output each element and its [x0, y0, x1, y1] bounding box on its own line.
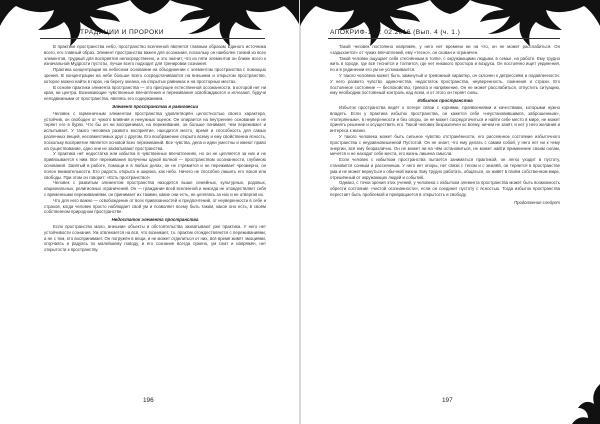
- paragraph: У такого человека может быть сильное чувство отстранённости, его рассеянное состояние избыточного пространства с неуравновешенной Пустотой. Он не знает, что ему делать с самим собой, у него нет ни к чему энергии, всё ему безразлично. Он не может ни на чём остановиться, не может найти применение своим силам, мечется и не находит себе места, его жизнь лишена смысла.: [330, 133, 560, 157]
- continued-note: Продолжение следует: [514, 199, 560, 205]
- page-number: 197: [442, 397, 453, 404]
- body-text: [44, 44, 266, 253]
- paragraph: Человек с развитым элементом пространства находится выше семейных, культурных, родовых, национальных, религиозных ограничений. Он — гражданин всей вселенной и никогда не отождествляет себя с временными переживаниями, он принимает их такими, какие они есть, не цепляясь за них и не отвергая их.: [44, 180, 266, 197]
- paragraph: В практике пространства небо, пространство вселенной является главным образом Единого источника всего, его главный образ. Элемент пространства важен для осознания, поскольку он наиболее тонкий из всех элементов, трудный для восприятия непосредственно, и это значит, что из пяти элементов он ближе всего к изначальной Мудрости пустоты, лучше всего подходит для тренировки сознания.: [44, 44, 266, 67]
- header-rule: [40, 38, 265, 39]
- right-page: [300, 0, 600, 424]
- section-heading: Избыток пространства: [417, 98, 473, 104]
- running-head: АПОКРИФ-100: 02.2016 (Вып. 4 (ч. 1.): [330, 29, 461, 36]
- paragraph: Практика концентрации на небесном основании на объединении с элементом пространства с помощью зрения. В концентрации на небе больше всего сосредотачиваются на внешнем и открытом пространстве, которое можно найти в горах, на берегу океана, на открытых равнинах и на просторных местах.: [44, 67, 266, 84]
- header-rule: [328, 38, 560, 39]
- paragraph: Если человек с избытком пространства пытается заниматься практикой, он легко уходит в пустоту, становится сонным и рассеянным. У него нет опоры, нет связи с телом и с землёй, он теряется в пространстве ума и не может вернуться к обычной жизни. Ему трудно работать, общаться, он живёт в своём собственном мире, отрешённый от окружающих людей и событий.: [330, 157, 560, 180]
- paragraph: Однако, с точки зрения этих учений, у человека с избытком элемента пространства может быть возможность обрести состояние «чистой осознанности», если он соединит пустоту с ясностью. Тогда избыток пространства перестаёт быть проблемой и превращается в открытость и свободу.: [330, 180, 560, 197]
- page-number: 196: [143, 397, 154, 404]
- paragraph: Что для него важно — освобождение от всех привязанностей и предпочтений, от неуверенности в себе и страхов, когда человек просто наблюдает свой ум и позволяет всему быть таким, какое оно есть, в своём собственном природном пространстве.: [44, 197, 266, 215]
- section-heading: Элемент пространства в равновесии: [111, 103, 199, 109]
- paragraph: В основе практики элемента пространства — это присущее естественной осознанности, в которой нет ни края, ни центра. Возникающие чувственные впечатления и переживания освобождаются и исчезают, будучи неподвижными от пространства, являясь его содержанием.: [44, 84, 266, 102]
- paragraph: Такой человек постоянно напряжён, у него нет времени ни на что, он не может расслабиться. Он «задыхается» от чужих впечатлений, ему «тесно», он скован и ограничен.: [330, 44, 560, 55]
- running-head: ТРАДИЦИИ И ПРОРОКИ: [80, 29, 164, 36]
- tribal-ornament-bottom-right: [562, 380, 600, 424]
- body-text: [330, 44, 560, 206]
- paragraph: У практика нет недостатка или избытка в чувственных впечатлениях, но он не цепляется за них и не привязывается к ним. Все переживания получены одной волной — пространством осознанности, глубиною основания. Занятый в работе, помощи и в любых делах, он не стремится и не переживает чрезмерно, он полон внимательности. Его радость открыта и широка, как небо. Ничего не способно лишить его покоя или свободы. При этом он говорит: «Есть пространство!»: [44, 151, 266, 180]
- paragraph: Такой человек ощущает себя стеснённым в толпе, с окружающими людьми, в семье, на работе. Ему трудно жить в городе, где всё теснится и толпится, где нет никакого простора и воздуха. Он постоянно ищет уединения, но и в уединении его ум не успокаивается.: [330, 55, 560, 73]
- paragraph: Избыток пространства ведёт к потере связи с корнями, проявлениями и качествами, которыми нужно владеть. Если у практика избыток пространства, он кажется себе «неустановившимся, заброшенным», «потерянным», в неуверенности и без опоры, он не может сосредоточиться и найти себе место в мире, не может принять решение и осуществить его. Такой человек безразличен ко всему, ничем не занят, и нет у него желания и интереса к жизни.: [330, 104, 560, 134]
- paragraph: Человек с гармоничным элементом пространства удовлетворён целостностью своего характера, устойчив, он свободен от чужого влияния и ненужных оценок. Он опирается на внутреннее основание и не теряет его в бурях. Что бы он ни воспринимал, на переживания, он больше понимает, чем переживает и испытывает. У такого человека развито восприятие, находится место, время и способность для самых различных вещей, несовместимых друг с другом. Его воображение открыто всему и ему свойственна ясность, поскольку восприятие является основой всех переживаний. Все чувства, дела и идеи уместны и имеют право на существование, одно они не захватывают пространства.: [44, 110, 266, 151]
- section-heading: Недостаток элемента пространства: [111, 217, 199, 223]
- paragraph: Если пространство мало, внешние объекты и обстоятельства захватывают уже практика. У него нет устойчивости сознания. Ум отвлекается на всё, что возникает, т.к. практик отождествляется с переживаниями, а не с тем, кто воспринимает. Он погружён в вещи, и не может отделиться от них, всё время живёт эмоциями, огорчаясь и радуясь по малейшему поводу, и его сознание всегда сужено, ум сжат и напряжён, нет открытости к пространству.: [44, 223, 266, 253]
- paragraph: У такого человека может быть замкнутый и тревожный характер, он склонен к депрессиям и подавленности. У него развито чувство одиночества, недостаток пространства, неуверенность, сомнения и страхи. Его постоянное состояние — беспокойство, тревога и напряжение. Он не может расслабиться, отпустить ситуацию, ему необходим постоянный контроль над всем, и от этого он теряет силы.: [330, 72, 560, 96]
